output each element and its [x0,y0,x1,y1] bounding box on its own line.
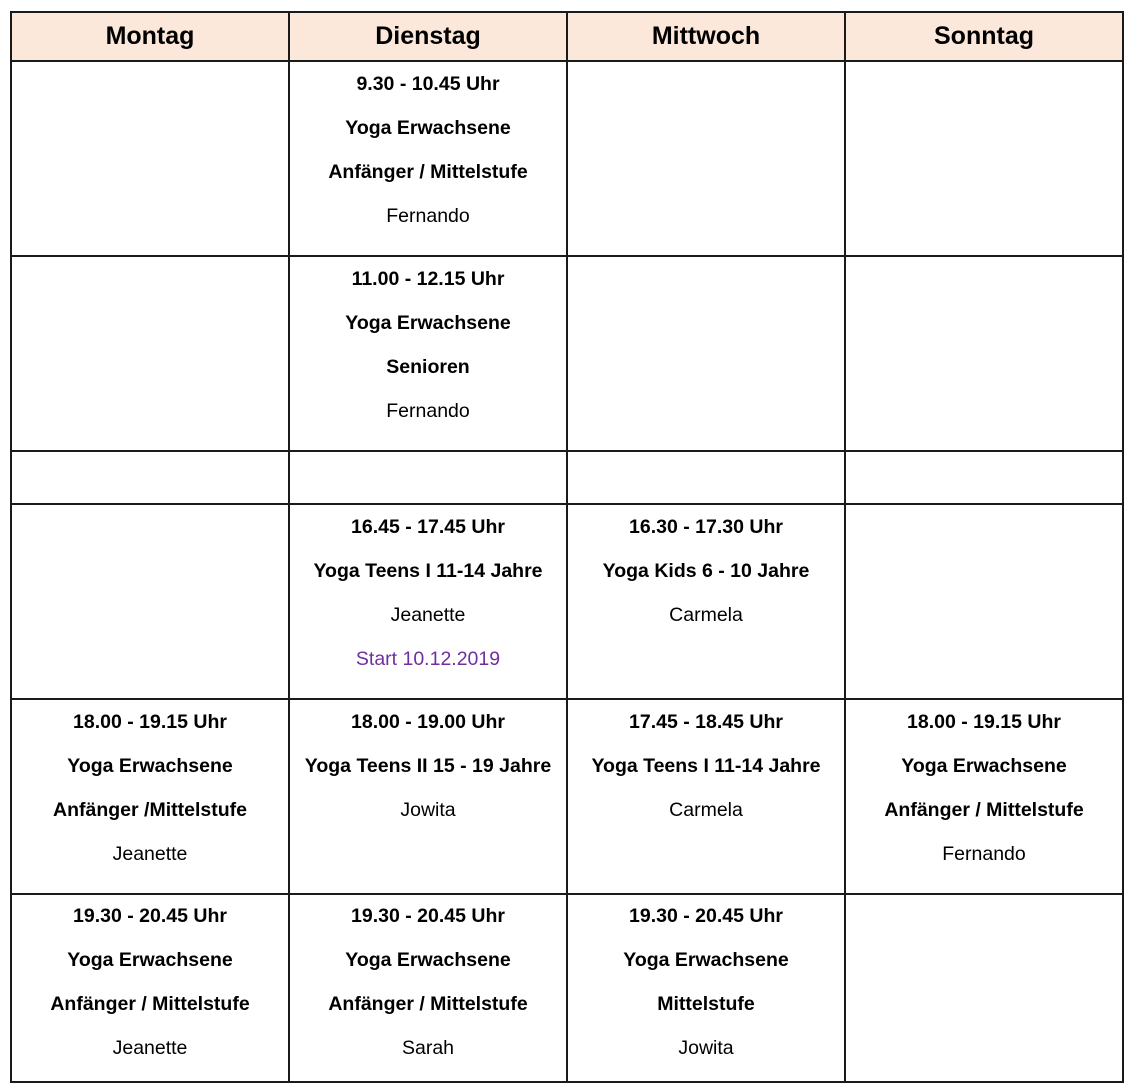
class-time: 19.30 - 20.45 Uhr [351,905,505,927]
cell-mittwoch [567,61,845,256]
class-entry [568,895,844,1081]
cell-sonntag [845,256,1123,451]
cell-dienstag [289,504,567,699]
cell-mittwoch [567,894,845,1082]
cell-dienstag [289,61,567,256]
class-title: Yoga Teens I 11-14 Jahre [591,755,821,777]
cell-dienstag [289,451,567,504]
cell-montag [11,61,289,256]
class-entry [846,700,1122,887]
cell-mittwoch [567,699,845,894]
class-entry [290,895,566,1081]
class-instructor: Sarah [401,1037,455,1059]
class-time: 19.30 - 20.45 Uhr [629,905,783,927]
class-title: Yoga Erwachsene [901,755,1067,777]
class-title: Yoga Erwachsene [345,312,511,334]
class-title: Yoga Erwachsene [623,949,789,971]
cell-mittwoch [567,451,845,504]
class-instructor: Jeanette [390,604,466,626]
class-entry [290,700,566,843]
schedule-row [11,256,1123,451]
class-level: Senioren [386,356,470,378]
class-instructor: Jowita [400,799,456,821]
cell-dienstag [289,699,567,894]
class-level: Anfänger / Mittelstufe [328,161,528,183]
class-time: 17.45 - 18.45 Uhr [629,711,783,733]
class-instructor: Carmela [669,604,743,626]
schedule-row [11,699,1123,894]
class-instructor: Jeanette [112,1037,188,1059]
class-time: 18.00 - 19.00 Uhr [351,711,505,733]
cell-sonntag [845,451,1123,504]
cell-sonntag [845,699,1123,894]
cell-dienstag [289,256,567,451]
class-start-date: Start 10.12.2019 [355,648,501,670]
class-title: Yoga Erwachsene [67,755,233,777]
class-level: Anfänger / Mittelstufe [884,799,1084,821]
cell-mittwoch [567,504,845,699]
schedule-row [11,61,1123,256]
class-instructor: Jowita [678,1037,734,1059]
class-level: Mittelstufe [657,993,755,1015]
class-title: Yoga Erwachsene [67,949,233,971]
class-instructor: Fernando [386,205,470,227]
class-entry [290,257,566,444]
class-title: Yoga Kids 6 - 10 Jahre [602,560,810,582]
class-title: Yoga Teens I 11-14 Jahre [313,560,543,582]
cell-mittwoch [567,256,845,451]
class-level: Anfänger / Mittelstufe [328,993,528,1015]
schedule-header [11,12,1123,61]
class-time: 18.00 - 19.15 Uhr [907,711,1061,733]
cell-sonntag [845,504,1123,699]
class-level: Anfänger / Mittelstufe [50,993,250,1015]
cell-montag [11,451,289,504]
class-title: Yoga Teens II 15 - 19 Jahre [304,755,552,777]
class-entry [12,700,288,887]
class-time: 19.30 - 20.45 Uhr [73,905,227,927]
class-entry [568,700,844,843]
cell-dienstag [289,894,567,1082]
header-dienstag: Dienstag [289,12,567,61]
class-title: Yoga Erwachsene [345,117,511,139]
class-title: Yoga Erwachsene [345,949,511,971]
header-sonntag: Sonntag [845,12,1123,61]
cell-montag [11,504,289,699]
class-instructor: Carmela [669,799,743,821]
header-row [11,12,1123,61]
cell-montag [11,894,289,1082]
class-time: 11.00 - 12.15 Uhr [351,268,505,290]
cell-montag [11,699,289,894]
class-time: 18.00 - 19.15 Uhr [73,711,227,733]
class-time: 16.30 - 17.30 Uhr [629,516,783,538]
class-entry [290,62,566,249]
schedule-row [11,504,1123,699]
class-instructor: Fernando [942,843,1026,865]
class-entry [568,505,844,648]
class-level: Anfänger /Mittelstufe [53,799,247,821]
class-entry [290,505,566,692]
schedule-row [11,451,1123,504]
class-instructor: Jeanette [112,843,188,865]
schedule-table [10,11,1124,1083]
schedule-body [11,61,1123,1082]
class-instructor: Fernando [386,400,470,422]
class-entry [12,895,288,1081]
schedule-row [11,894,1123,1082]
header-mittwoch: Mittwoch [567,12,845,61]
cell-sonntag [845,61,1123,256]
class-time: 9.30 - 10.45 Uhr [356,73,500,95]
header-montag: Montag [11,12,289,61]
cell-montag [11,256,289,451]
cell-sonntag [845,894,1123,1082]
class-time: 16.45 - 17.45 Uhr [351,516,505,538]
